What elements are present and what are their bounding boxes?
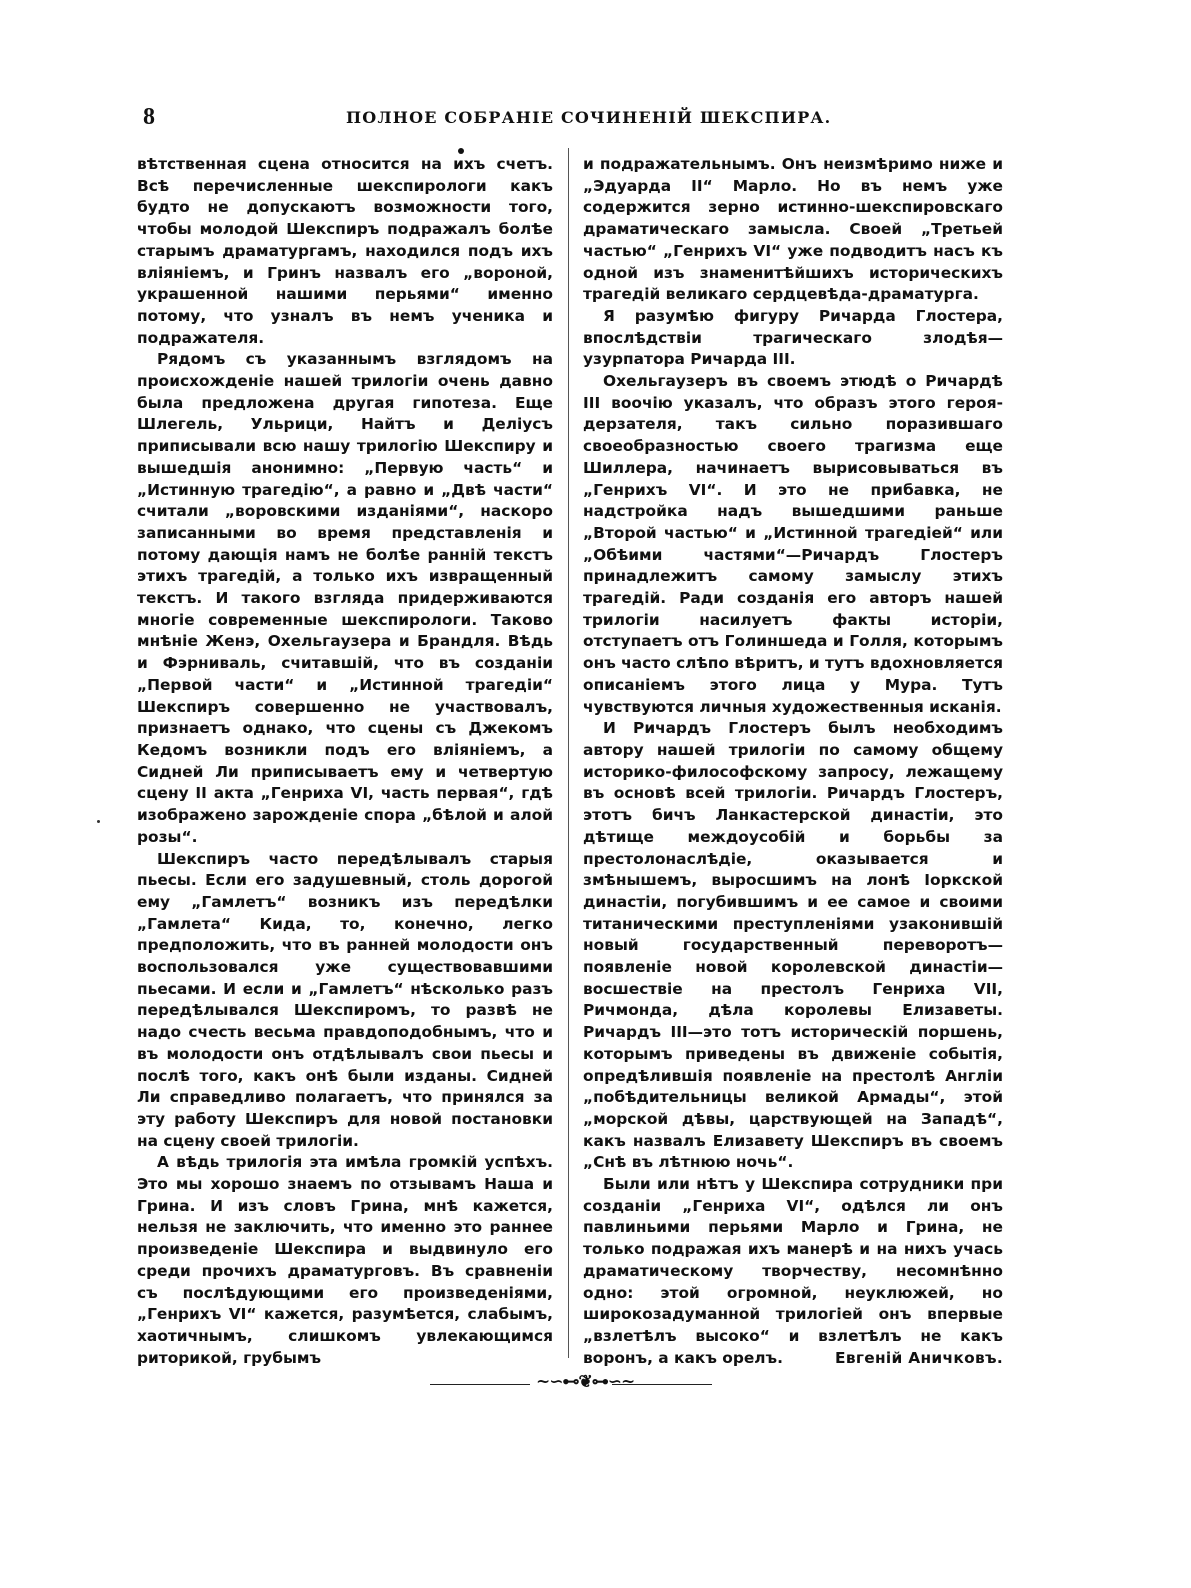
author-signature: Евгеній Аничковъ. (835, 1348, 1003, 1367)
right-paragraph-4: И Ричардъ Глостеръ былъ необходимъ автору нашей трилогіи по самому общему историко-философскому запросу, лежащему въ основѣ всей трилогіи. Ричардъ Глостеръ, этотъ бичъ Ланкастерской династіи, это дѣтище междоусобій и борьбы за престолонаслѣдіе, оказывается и змѣнышемъ, выросшимъ на лонѣ Іоркской династіи, погубившимъ и ее самое и своими титаническими преступленіями узаконившій новый государственный переворотъ—появленіе новой королевской династіи—восшествіе на престолъ Генриха VII, Ричмонда, дѣла королевы Елизаветы. Ричардъ III—это тотъ историческій поршень, которымъ приведены въ движеніе событія, опредѣлившія появленіе на престолѣ Англіи „побѣдительницы великой Армады“, этой „морской дѣвы, царствующей на Западѣ“, какъ назвалъ Елизавету Шекспиръ въ своемъ „Снѣ въ лѣтнюю ночь“. (583, 719, 1003, 1172)
right-paragraph-5 (583, 1174, 1003, 1369)
margin-speck (97, 820, 100, 823)
right-paragraph-2: Я разумѣю фигуру Ричарда Глостера, впослѣдствіи трагическаго злодѣя—узурпатора Ричарда III. (583, 306, 1003, 369)
ornament-flourish-icon: ~∽⊷❦⊶∽~ (536, 1372, 635, 1392)
right-paragraph-1: и подражательнымъ. Онъ неизмѣримо ниже и „Эдуарда II“ Марло. Но въ немъ уже содержится зерно истинно-шекспировскаго драматическаго замысла. Своей „Третьей частью“ „Генрихъ VI“ уже подводитъ насъ къ одной изъ знаменитѣйшихъ историческихъ трагедій великаго сердцевѣда-драматурга. (583, 155, 1003, 304)
end-ornament (430, 1372, 712, 1392)
running-title: ПОЛНОЕ СОБРАНІЕ СОЧИНЕНІЙ ШЕКСПИРА. (346, 108, 832, 127)
left-paragraph-2: Рядомъ съ указаннымъ взглядомъ на происхожденіе нашей трилогіи очень давно была предложена другая гипотеза. Еще Шлегель, Ульрици, Найтъ и Деліусъ приписывали всю нашу трилогію Шекспиру и вышедшія анонимно: „Первую часть“ и „Истинную трагедію“, а равно и „Двѣ части“ считали „воровскими изданіями“, наскоро записанными во время представленія и потому дающія намъ не болѣе ранній текстъ этихъ трагедій, а только ихъ извращенный текстъ. И такого взгляда придерживаются многіе современные шекспирологи. Таково мнѣніе Женэ, Охельгаузера и Брандля. Вѣдь и Фэрниваль, считавшій, что въ созданіи „Первой части“ и „Истинной трагедіи“ Шекспиръ совершенно не участвовалъ, признаетъ однако, что сцены съ Джекомъ Кедомъ возникли подъ его вліяніемъ, а Сидней Ли приписываетъ ему и четвертую сцену II акта „Генриха VI, часть первая“, гдѣ изображено зарожденіе спора „бѣлой и алой розы“. (137, 350, 553, 846)
right-paragraph-3: Охельгаузеръ въ своемъ этюдѣ о Ричардѣ III воочію указалъ, что образъ этого героя-дерзателя, такъ сильно поразившаго своеобразностью своего трагизма еще Шиллера, начинаетъ вырисовываться въ „Генрихъ VI“. И это не прибавка, не надстройка надъ вышедшими раньше „Второй частью“ и „Истинной трагедіей“ или „Обѣими частями“—Ричардъ Глостеръ принадлежитъ самому замыслу этихъ трагедій. Ради созданія его авторъ нашей трилогіи насилуетъ факты исторіи, отступаетъ отъ Голиншеда и Голля, которымъ онъ часто слѣпо вѣритъ, и тутъ вдохновляется описаніемъ этого лица у Мура. Тутъ чувствуются личныя художественныя исканія. (583, 372, 1003, 716)
ornament-line-right (612, 1384, 712, 1385)
column-divider (568, 148, 569, 1358)
page-number: 8 (143, 104, 155, 130)
left-paragraph-3: Шекспиръ часто передѣлывалъ старыя пьесы. Если его задушевный, столь дорогой ему „Гамлетъ“ возникъ изъ передѣлки „Гамлета“ Кида, то, конечно, легко предположить, что въ ранней молодости онъ воспользовался уже существовавшими пьесами. И если и „Гамлетъ“ нѣсколько разъ передѣлывался Шекспиромъ, то развѣ не надо счесть весьма правдоподобнымъ, что и въ молодости онъ отдѣлывалъ свои пьесы и послѣ того, какъ онѣ были изданы. Сидней Ли справедливо полагаетъ, что принялся за эту работу Шекспиръ для новой постановки на сцену своей трилогіи. (137, 849, 553, 1150)
page-header (143, 104, 843, 134)
right-paragraph-5-text: Были или нѣтъ у Шекспира сотрудники при созданіи „Генриха VI“, одѣлся ли онъ павлиньими перьями Марло и Грина, не только подражая ихъ манерѣ и на нихъ учась драматическому творчеству, несомнѣнно одно: этой огромной, неуклюжей, но широкозадуманной трилогіей онъ впервые „взлетѣлъ высоко“ и взлетѣлъ не какъ воронъ, а какъ орелъ. (583, 1175, 1003, 1367)
right-column (583, 154, 1003, 1369)
ornament-line-left (430, 1384, 530, 1385)
left-paragraph-4: А вѣдь трилогія эта имѣла громкій успѣхъ. Это мы хорошо знаемъ по отзывамъ Наша и Грина. И изъ словъ Грина, мнѣ кажется, нельзя не заключить, что именно это раннее произведеніе Шекспира и выдвинуло его среди прочихъ драматурговъ. Въ сравненіи съ послѣдующими его произведеніями, „Генрихъ VI“ кажется, разумѣется, слабымъ, хаотичнымъ, слишкомъ увлекающимся риторикой, грубымъ (137, 1153, 553, 1367)
left-paragraph-1: вѣтственная сцена относится на ихъ счетъ. Всѣ перечисленные шекспирологи какъ будто не допускаютъ возможности того, чтобы молодой Шекспиръ подражалъ болѣе старымъ драматургамъ, находился подъ ихъ вліяніемъ, и Гринъ назвалъ его „вороной, украшенной нашими перьями“ именно потому, что узналъ въ немъ ученика и подражателя. (137, 155, 553, 347)
left-column (137, 154, 553, 1369)
